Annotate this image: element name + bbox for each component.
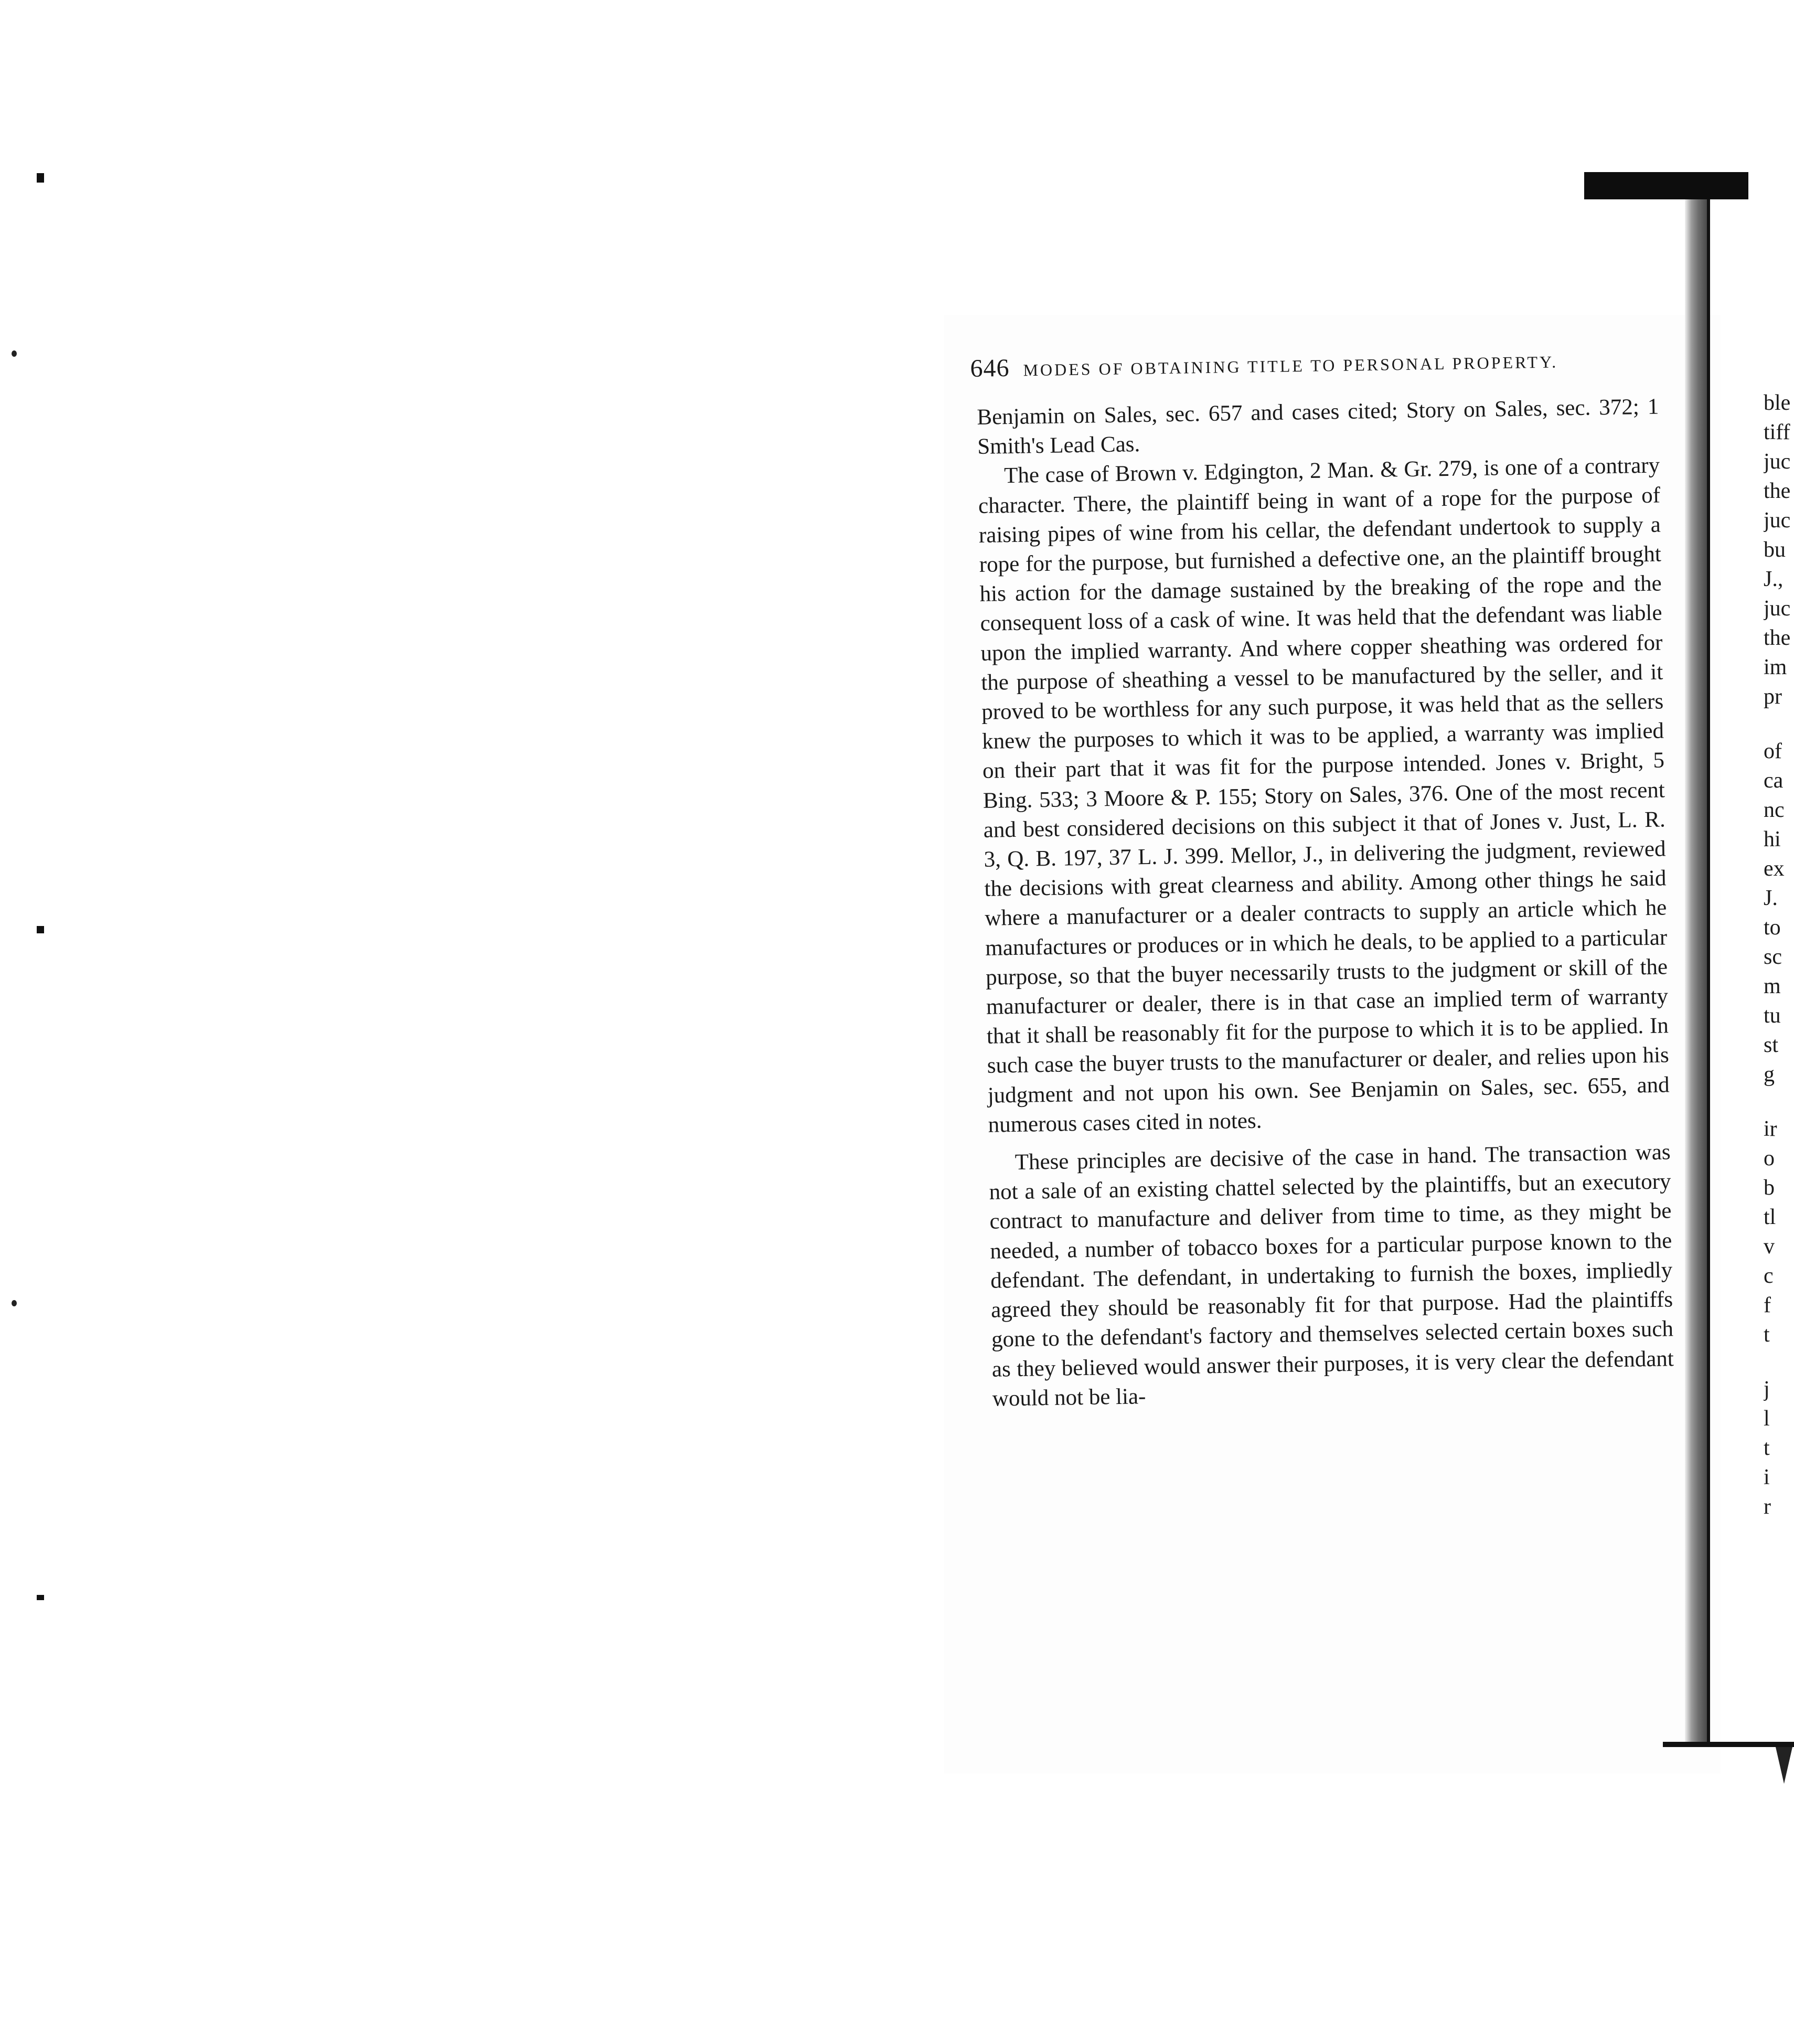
adjacent-fragment: J. — [1764, 886, 1778, 910]
adjacent-fragment: pr — [1764, 685, 1782, 709]
scan-speck — [12, 1300, 17, 1306]
paragraph: These principles are decisive of the case in hand. The transaction was not a sale of an existing chattel selected by the plaintiffs, but an executory contract to manufacture and deliver from time to time, as they might be needed, a number of tobacco boxes for a particular purpose known to the defendant. The defendant, in undertaking to furnish the boxes, impliedly agreed they should be reasonably fit for that purpose. Had the plaintiffs gone to the defendant's factory and themselves selected certain boxes such as they believed would answer their purposes, it is very clear the defendant would not be lia- — [989, 1140, 1674, 1411]
adjacent-fragment: tl — [1764, 1205, 1776, 1229]
adjacent-fragment: l — [1764, 1407, 1770, 1431]
adjacent-fragment: b — [1764, 1176, 1775, 1200]
adjacent-fragment: the — [1764, 479, 1791, 503]
running-head-title: MODES OF OBTAINING TITLE TO PERSONAL PROPERTY. — [1023, 352, 1558, 380]
adjacent-fragment: im — [1764, 655, 1787, 679]
adjacent-fragment: juc — [1764, 597, 1791, 621]
adjacent-fragment: ca — [1764, 769, 1784, 793]
paragraph: The case of Brown v. Edgington, 2 Man. & Gr. 279, is one of a contrary character. There, the plaintiff being in want of a rope for the purpose of raising pipes of wine from his cellar, the defendant undertook to supply a rope for the purpose, but furnished a defective one, an the plaintiff brought his action for the damage sustained by the breaking of the rope and the consequent loss of a cask of wine. It was held that the defendant was liable upon the implied warranty. And where copper sheathing was ordered for the purpose of sheathing a vessel to be manufactured by the seller, and it proved to be worthless for any such purpose, it was held that as the sellers knew the purposes to which it was to be applied, a warranty was implied on their part that it was fit for the purpose intended. Jones v. Bright, 5 Bing. 533; 3 Moore & P. 155; Story on Sales, 376. One of the most recent and best considered decisions on this subject it that of Jones v. Just, L. R. 3, Q. B. 197, 37 L. J. 399. Mellor, J., in delivering the judgment, reviewed the decisions with great clearness and ability. Among other things he said where a manufacturer or a dealer contracts to supply an article which he manufactures or produces or in which he deals, to be applied to a particular purpose, so that the buyer necessarily trusts to the judgment or skill of the manufacturer or dealer, there is in that case an implied term of warranty that it shall be reasonably fit for the purpose to which it is to be applied. In such case the buyer trusts to the manufacturer or dealer, and relies upon his judgment and not upon his own. See Benjamin on Sales, sec. 655, and numerous cases cited in notes. — [978, 453, 1670, 1137]
adjacent-fragment: r — [1764, 1495, 1771, 1519]
scan-edge-mark — [37, 173, 44, 183]
adjacent-fragment: i — [1764, 1465, 1770, 1489]
binding-strip-bottom — [1663, 1742, 1794, 1747]
adjacent-fragment: j — [1764, 1377, 1770, 1401]
adjacent-fragment: m — [1764, 974, 1781, 998]
binding-strip — [1685, 199, 1707, 1747]
adjacent-fragment: f — [1764, 1293, 1771, 1317]
adjacent-fragment: of — [1764, 739, 1782, 763]
adjacent-fragment: st — [1764, 1033, 1779, 1057]
adjacent-fragment: juc — [1764, 508, 1791, 533]
adjacent-fragment: hi — [1764, 827, 1781, 851]
adjacent-fragment: the — [1764, 626, 1791, 650]
adjacent-fragment: o — [1764, 1146, 1775, 1170]
paragraph: Benjamin on Sales, sec. 657 and cases cited; Story on Sales, sec. 372; 1 Smith's Lead Cas. — [977, 394, 1659, 460]
adjacent-fragment: bu — [1764, 538, 1786, 562]
scan-edge-mark — [37, 926, 44, 933]
body-text — [977, 392, 1677, 1594]
adjacent-page-fragments — [1764, 388, 1794, 1595]
adjacent-fragment: to — [1764, 915, 1781, 940]
scan-edge-mark — [37, 1595, 44, 1600]
adjacent-fragment: tu — [1764, 1004, 1781, 1028]
adjacent-fragment: ir — [1764, 1117, 1777, 1141]
adjacent-fragment: J., — [1764, 567, 1784, 591]
binding-strip-edge — [1707, 199, 1710, 1747]
adjacent-fragment: nc — [1764, 798, 1785, 822]
binding-strip-top — [1584, 172, 1748, 199]
adjacent-fragment: juc — [1764, 450, 1791, 474]
adjacent-fragment: sc — [1764, 945, 1782, 969]
adjacent-fragment: v — [1764, 1234, 1775, 1259]
binding-strip-foot — [1776, 1747, 1792, 1784]
adjacent-fragment: ble — [1764, 391, 1791, 415]
adjacent-fragment: g — [1764, 1062, 1775, 1087]
adjacent-fragment: ex — [1764, 857, 1785, 881]
scan-speck — [12, 350, 17, 357]
adjacent-fragment: c — [1764, 1264, 1774, 1288]
adjacent-fragment: tiff — [1764, 420, 1790, 444]
adjacent-fragment: t — [1764, 1436, 1770, 1460]
page-number: 646 — [970, 354, 1010, 383]
adjacent-fragment: t — [1764, 1323, 1770, 1347]
